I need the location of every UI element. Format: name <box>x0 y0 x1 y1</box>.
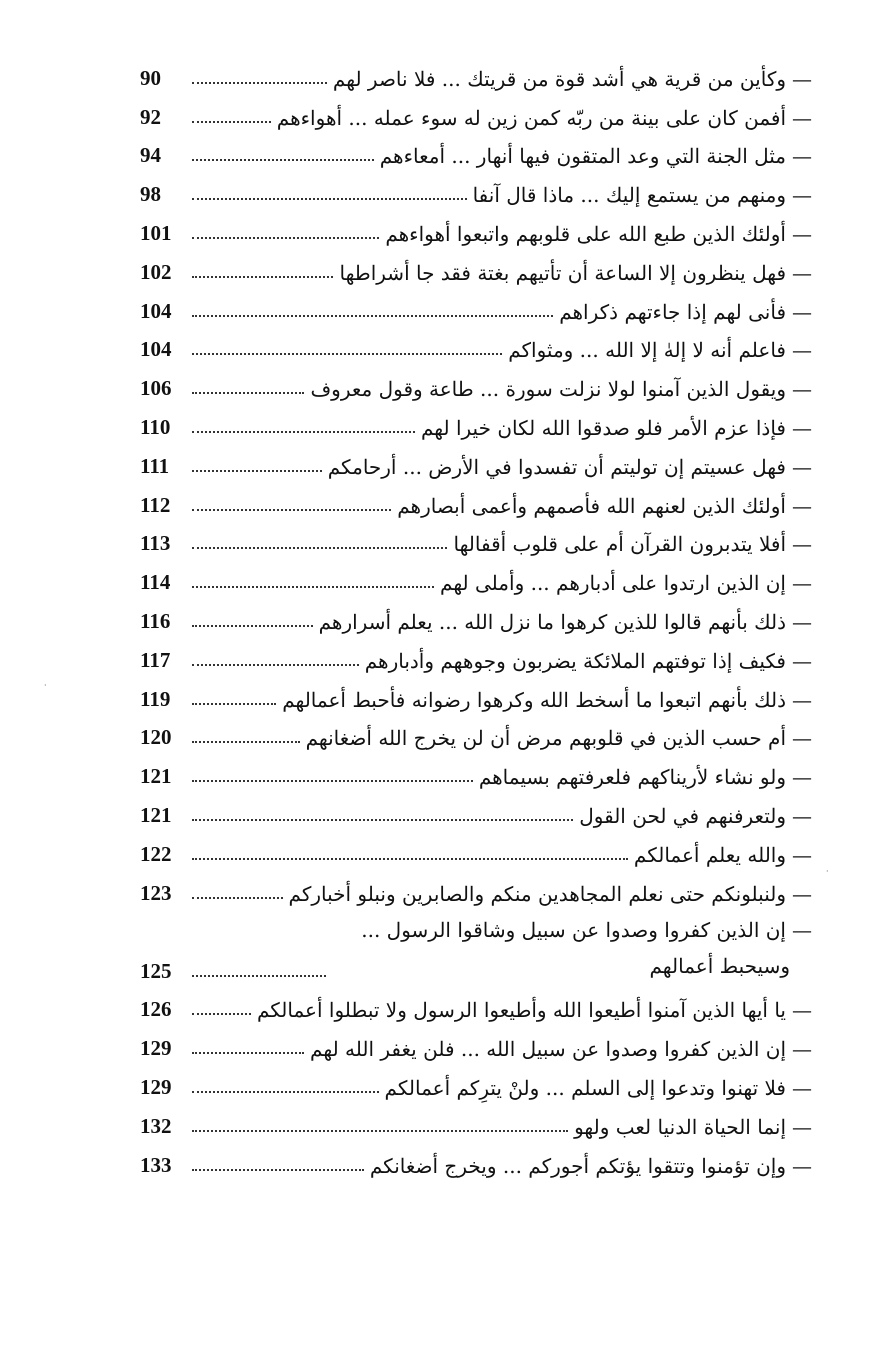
dot-leader <box>192 703 276 705</box>
entry-text: مثل الجنة التي وعد المتقون فيها أنهار ... أمعاءهم <box>379 144 786 169</box>
entry-text: ولو نشاء لأريناكهم فلعرفتهم بسيماهم <box>478 765 786 790</box>
dot-leader <box>192 431 415 433</box>
entry-title <box>634 843 812 869</box>
toc-entry <box>140 1102 812 1141</box>
entry-title <box>370 1154 812 1180</box>
dot-leader <box>192 586 434 588</box>
entry-title <box>282 688 812 714</box>
dot-leader <box>192 237 379 239</box>
toc-entry <box>140 209 812 248</box>
dot-leader <box>192 1130 568 1132</box>
page-number: 113 <box>140 531 171 556</box>
toc-entry <box>140 636 812 675</box>
entry-title <box>332 912 812 986</box>
dot-leader <box>192 1169 364 1171</box>
entry-text: ذلك بأنهم اتبعوا ما أسخط الله وكرهوا رضوانه فأحبط أعمالهم <box>282 687 786 712</box>
page-number: 111 <box>140 453 170 478</box>
page-number: 125 <box>140 958 172 983</box>
dot-leader <box>192 315 553 317</box>
entry-title <box>328 455 812 481</box>
dash-marker: — <box>792 105 812 130</box>
entry-title <box>453 532 812 558</box>
entry-text: أفلا يتدبرون القرآن أم على قلوب أقفالها <box>453 532 786 557</box>
toc-entry <box>140 675 812 714</box>
page-number: 110 <box>140 414 171 439</box>
toc-entry <box>140 1024 812 1063</box>
entry-text: ويقول الذين آمنوا لولا نزلت سورة ... طاعة وقول معروف <box>310 377 786 402</box>
dash-marker: — <box>792 687 812 712</box>
dot-leader <box>192 780 473 782</box>
dash-marker: — <box>792 1114 812 1139</box>
entry-title <box>385 1076 812 1102</box>
dash-marker: — <box>792 765 812 790</box>
entry-title <box>319 610 812 636</box>
page-number: 121 <box>140 764 172 789</box>
dash-marker: — <box>792 998 812 1023</box>
toc-entry <box>140 170 812 209</box>
dot-leader <box>192 159 374 161</box>
toc-entry <box>140 791 812 830</box>
entry-text: أولئك الذين لعنهم الله فأصمهم وأعمى أبصارهم <box>397 493 786 518</box>
entry-title <box>333 67 812 93</box>
page-number: 104 <box>140 337 172 362</box>
entry-title-line-2: وسيحبط أعمالهم <box>649 953 790 978</box>
toc-entry <box>140 869 812 908</box>
entry-text: ولنبلونكم حتى نعلم المجاهدين منكم والصابرين ونبلو أخباركم <box>288 881 786 906</box>
dash-marker: — <box>792 415 812 440</box>
entry-text: ذلك بأنهم قالوا للذين كرهوا ما نزل الله ... يعلم أسرارهم <box>318 609 786 634</box>
entry-text: وإن تؤمنوا وتتقوا يؤتكم أجوركم ... ويخرج أضغانكم <box>369 1153 786 1178</box>
page-number: 122 <box>140 841 172 866</box>
dot-leader <box>192 1091 379 1093</box>
page-number: 129 <box>140 1036 172 1061</box>
toc-entry <box>140 1141 812 1180</box>
dot-leader <box>192 392 304 394</box>
toc-entry <box>140 287 812 326</box>
toc-entry <box>140 597 812 636</box>
page-number: 133 <box>140 1152 172 1177</box>
page-number: 129 <box>140 1074 172 1099</box>
dot-leader <box>192 897 283 899</box>
dash-marker: — <box>792 338 812 363</box>
entry-title <box>397 494 812 520</box>
dash-marker: — <box>792 454 812 479</box>
table-of-contents <box>140 54 812 1180</box>
dot-leader <box>192 858 628 860</box>
toc-entry <box>140 830 812 869</box>
toc-entry <box>140 908 812 986</box>
entry-title <box>440 571 812 597</box>
entry-title <box>310 1037 812 1063</box>
dash-marker: — <box>792 917 812 942</box>
entry-text: فاعلم أنه لا إلهٰ إلا الله ... ومثواكم <box>508 338 786 363</box>
toc-entry <box>140 364 812 403</box>
dot-leader <box>192 625 313 627</box>
dash-marker: — <box>792 648 812 673</box>
dash-marker: — <box>792 260 812 285</box>
entry-title <box>579 804 812 830</box>
entry-text: ولتعرفنهم في لحن القول <box>579 803 786 828</box>
toc-entry <box>140 714 812 753</box>
dash-marker: — <box>792 66 812 91</box>
dot-leader <box>192 82 327 84</box>
dot-leader <box>192 1013 251 1015</box>
dash-marker: — <box>792 803 812 828</box>
entry-title <box>310 377 812 403</box>
toc-entry <box>140 93 812 132</box>
toc-entry <box>140 520 812 559</box>
dash-marker: — <box>792 726 812 751</box>
entry-text: فلا تهنوا وتدعوا إلى السلم ... ولنْ يترِكم أعمالكم <box>384 1075 786 1100</box>
entry-text: فكيف إذا توفتهم الملائكة يضربون وجوههم وأدبارهم <box>364 648 786 673</box>
dash-marker: — <box>792 1153 812 1178</box>
entry-title <box>306 726 812 752</box>
toc-entry <box>140 442 812 481</box>
entry-title <box>559 300 812 326</box>
dash-marker: — <box>792 183 812 208</box>
entry-text: إن الذين كفروا وصدوا عن سبيل الله ... فلن يغفر الله لهم <box>310 1037 786 1062</box>
entry-text: يا أيها الذين آمنوا أطيعوا الله وأطيعوا الرسول ولا تبطلوا أعمالكم <box>256 998 786 1023</box>
entry-title <box>421 416 812 442</box>
toc-entry <box>140 558 812 597</box>
dash-marker: — <box>792 842 812 867</box>
dot-leader <box>192 121 271 123</box>
toc-entry <box>140 986 812 1025</box>
page-number: 106 <box>140 376 172 401</box>
dot-leader <box>192 741 300 743</box>
dash-marker: — <box>792 881 812 906</box>
entry-title <box>365 649 812 675</box>
page-number: 90 <box>140 65 161 90</box>
entry-title <box>257 998 812 1024</box>
dot-leader <box>192 198 467 200</box>
entry-text: وكأين من قرية هي أشد قوة من قريتك ... فلا ناصر لهم <box>332 66 786 91</box>
entry-title <box>289 882 812 908</box>
entry-text: فهل عسيتم إن توليتم أن تفسدوا في الأرض ... أرحامكم <box>327 454 786 479</box>
page-number: 120 <box>140 725 172 750</box>
page-number: 102 <box>140 259 172 284</box>
dash-marker: — <box>792 609 812 634</box>
page-number: 116 <box>140 608 171 633</box>
toc-entry <box>140 1063 812 1102</box>
page-number: 94 <box>140 143 161 168</box>
page-number: 123 <box>140 880 172 905</box>
toc-entry <box>140 248 812 287</box>
entry-text: أم حسب الذين في قلوبهم مرض أن لن يخرج الله أضغانهم <box>305 726 786 751</box>
entry-text: أولئك الذين طبع الله على قلوبهم واتبعوا أهواءهم <box>385 221 786 246</box>
entry-text: إنما الحياة الدنيا لعب ولهو <box>574 1114 786 1139</box>
entry-title <box>339 261 812 287</box>
entry-title-line-1 <box>332 912 812 948</box>
page-number: 104 <box>140 298 172 323</box>
page-number: 119 <box>140 686 171 711</box>
dot-leader <box>192 276 333 278</box>
page-number: 112 <box>140 492 171 517</box>
page-number: 114 <box>140 570 171 595</box>
page-number: 126 <box>140 997 172 1022</box>
toc-entry <box>140 481 812 520</box>
entry-text: والله يعلم أعمالكم <box>633 842 786 867</box>
dot-leader <box>192 509 391 511</box>
page-number: 101 <box>140 220 172 245</box>
entry-text: ومنهم من يستمع إليك ... ماذا قال آنفا <box>472 183 786 208</box>
entry-title <box>574 1115 812 1141</box>
entry-text: فإذا عزم الأمر فلو صدقوا الله لكان خيرا لهم <box>420 415 786 440</box>
toc-entry <box>140 132 812 171</box>
entry-title <box>277 106 812 132</box>
dash-marker: — <box>792 571 812 596</box>
toc-entry <box>140 752 812 791</box>
entry-text: إن الذين ارتدوا على أدبارهم ... وأملى لهم <box>440 571 786 596</box>
page-number: 121 <box>140 802 172 827</box>
scan-speck: · <box>826 867 829 876</box>
dot-leader <box>192 1052 304 1054</box>
dash-marker: — <box>792 299 812 324</box>
toc-entry <box>140 54 812 93</box>
entry-text: فأنى لهم إذا جاءتهم ذكراهم <box>559 299 786 324</box>
dot-leader <box>192 975 326 977</box>
dot-leader <box>192 547 447 549</box>
dot-leader <box>192 664 359 666</box>
dot-leader <box>192 353 502 355</box>
dash-marker: — <box>792 144 812 169</box>
entry-title <box>385 222 812 248</box>
dash-marker: — <box>792 532 812 557</box>
dash-marker: — <box>792 221 812 246</box>
page-number: 132 <box>140 1113 172 1138</box>
dash-marker: — <box>792 493 812 518</box>
scan-speck: · <box>44 681 47 690</box>
entry-title <box>479 765 812 791</box>
dash-marker: — <box>792 377 812 402</box>
toc-entry <box>140 403 812 442</box>
entry-text: إن الذين كفروا وصدوا عن سبيل وشاقوا الرسول ... <box>361 917 786 942</box>
page-number: 98 <box>140 182 161 207</box>
dash-marker: — <box>792 1037 812 1062</box>
toc-entry <box>140 326 812 365</box>
dot-leader <box>192 819 573 821</box>
entry-text: أفمن كان على بينة من ربّه كمن زين له سوء عمله ... أهواءهم <box>276 105 786 130</box>
page-number: 92 <box>140 104 161 129</box>
dash-marker: — <box>792 1075 812 1100</box>
entry-title <box>508 338 812 364</box>
entry-title <box>473 183 812 209</box>
page-number: 117 <box>140 647 171 672</box>
entry-text: فهل ينظرون إلا الساعة أن تأتيهم بغتة فقد جا أشراطها <box>339 260 786 285</box>
entry-title <box>380 144 812 170</box>
dot-leader <box>192 470 322 472</box>
